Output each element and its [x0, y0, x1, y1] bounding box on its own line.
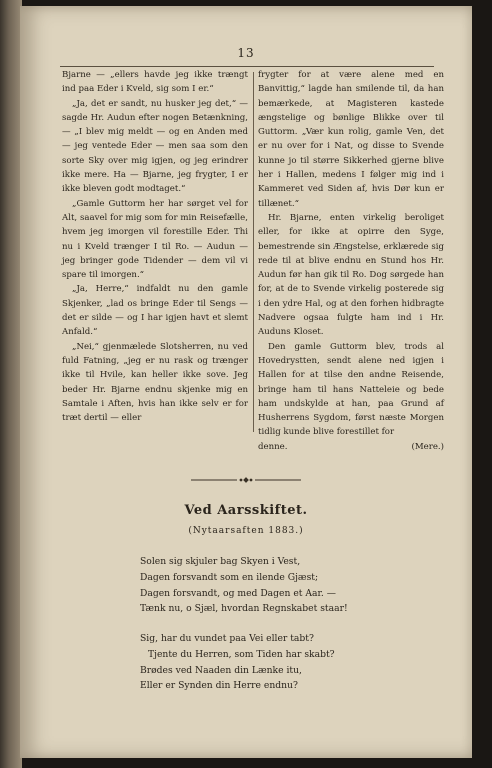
poem-line: Sig, har du vundet paa Vei eller tabt? — [140, 633, 314, 644]
poem-title: Ved Aarsskiftet. — [184, 503, 308, 518]
poem-line: Dagen forsvandt som en ilende Gjæst; — [140, 571, 319, 583]
paragraph: „Ja, det er sandt, nu husker jeg det,“ — sagde Hr. Audun efter nogen Betænkning, — „I blev mig meldt — og en Anden med — jeg ventede Eder — men saa som den sorte Sky over mig igjen, og jeg erindrer ikke mere. Ha — Bjarne, jeg frygter, I er ikke bleven godt modtaget.“ — [62, 98, 248, 195]
paragraph: „Gamle Guttorm her har sørget vel for Alt, saavel for mig som for min Reisefælle, hvem jeg imorgen vil forestille Eder. Thi nu i Kveld trænger I til Ro. — Audun — jeg bringer gode Tidender — dem vil vi spare til imorgen.“ — [62, 198, 248, 281]
paragraph: Den gamle Guttorm blev, trods al Hovedrystten, sendt alene ned igjen i Hallen for at tilse den andne Reisende, bringe ham til hans Natteleie og bede ham undskylde at han, paa Grund af Husherrens Sygdom, først næste Morgen tidlig kunde blive forestillet for — [258, 341, 444, 438]
book-page — [20, 6, 472, 758]
poem-subtitle: (Nytaarsaften 1883.) — [188, 526, 304, 536]
poem-line: Tænk nu, o Sjæl, hvordan Regnskabet staar! — [140, 603, 348, 615]
ornament-divider-icon — [191, 476, 301, 484]
poem-stanza — [140, 554, 420, 617]
paragraph: Hr. Bjarne, enten virkelig beroliget eller, for ikke at opirre den Syge, bemestrende sin Ængstelse, erklærede sig rede til at blive endnu en Stund hos Hr. Audun før han gik til Ro. Dog sørgede han for, at de to Svende virkelig posterede sig i den ydre Hal, og at den forhen hidbragte Nadvere ogsaa fulgte ham ind i Hr. Auduns Kloset. — [258, 212, 444, 338]
continued-note: (Mere.) — [411, 441, 444, 452]
paragraph: „Nei,“ gjenmælede Slotsherren, nu ved fuld Fatning, „jeg er nu rask og trænger ikke til Hvile, kan heller ikke sove. Jeg beder Hr. Bjarne endnu skjenke mig en Samtale i Aften, hvis han ikke selv er for træt dertil — eller — [62, 341, 248, 424]
paragraph: „Ja, Herre,“ indfaldt nu den gamle Skjenker, „lad os bringe Eder til Sengs — det er silde — og I har igjen havt et slemt Anfald.“ — [62, 284, 248, 338]
section-ornament — [20, 476, 472, 484]
poem-line: Brødes ved Naaden din Lænke itu, — [140, 664, 302, 676]
poem-line: Eller er Synden din Herre endnu? — [140, 680, 298, 692]
paragraph: frygter for at være alene med en Banvittig,“ lagde han smilende til, da han bemærkede, at Magisteren kastede ængstelige og bønlige Blikke over til Guttorm. „Vær kun rolig, gamle Ven, det er nu over for i Nat, og disse to Svende kunne jo til større Sikkerhed gjerne blive her i Hallen, medens I følger mig ind i Kammeret ved Siden af, hvis Dør kun er tillænet.“ — [258, 70, 444, 209]
poem-stanza — [140, 631, 420, 694]
right-column — [258, 68, 444, 454]
header-rule — [60, 66, 434, 67]
poem-line: Dagen forsvandt, og med Dagen et Aar. — — [140, 587, 336, 599]
page-number: 13 — [237, 46, 255, 60]
left-column — [62, 68, 248, 425]
column-divider — [253, 72, 254, 432]
poem-line: Solen sig skjuler bag Skyen i Vest, — [140, 556, 301, 567]
poem-line: Tjente du Herren, som Tiden har skabt? — [148, 648, 335, 660]
paragraph: Bjarne — „ellers havde jeg ikke trængt ind paa Eder i Kveld, sig som I er.“ — [62, 70, 248, 95]
book-spine — [0, 0, 22, 768]
two-column-text — [62, 68, 444, 452]
last-word: denne. — [258, 441, 288, 452]
closing-line — [258, 440, 444, 454]
